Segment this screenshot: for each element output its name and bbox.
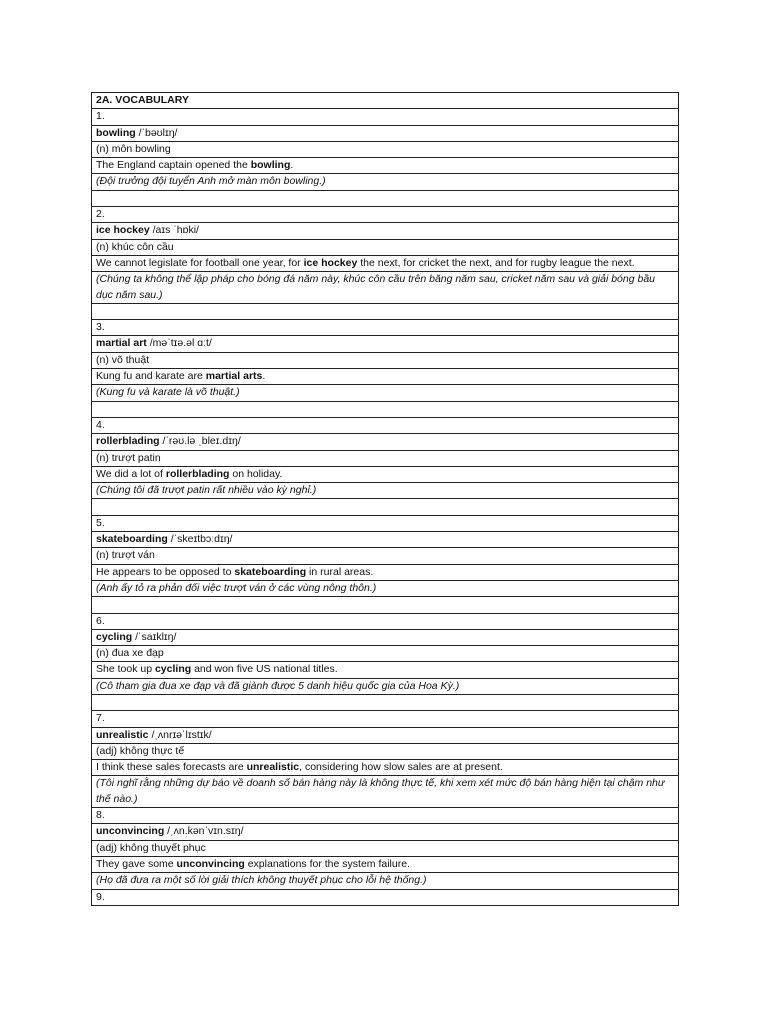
empty-cell: [92, 597, 679, 613]
pronunciation: /ˈskeɪtbɔːdɪŋ/: [167, 533, 233, 546]
entry-meaning: (n) võ thuật: [92, 352, 679, 368]
entry-translation: (Chúng tôi đã trượt patin rất nhiều vào kỳ nghỉ.): [92, 483, 679, 499]
empty-cell: [92, 499, 679, 515]
entry-number: 6.: [92, 613, 679, 629]
entry-example: [92, 760, 679, 776]
example-text: I think these sales forecasts are: [96, 761, 247, 774]
headword: cycling: [96, 630, 133, 643]
entry-example: [92, 369, 679, 385]
example-text: He appears to be opposed to: [96, 565, 235, 578]
entry-headword: [92, 727, 679, 743]
entry-number: 8.: [92, 808, 679, 824]
table-row: [92, 613, 679, 629]
table-row: [92, 694, 679, 710]
table-row: [92, 190, 679, 206]
table-row: [92, 255, 679, 271]
headword: bowling: [96, 126, 136, 139]
headword: unrealistic: [96, 728, 149, 741]
empty-cell: [92, 401, 679, 417]
example-keyword: cycling: [154, 663, 192, 676]
headword: ice hockey: [96, 224, 150, 237]
table-row: [92, 548, 679, 564]
table-row: [92, 629, 679, 645]
entry-translation: (Họ đã đưa ra một số lời giải thích không thuyết phục cho lỗi hệ thống.): [92, 873, 679, 889]
entry-number: 7.: [92, 711, 679, 727]
entry-number: 9.: [92, 889, 679, 905]
entry-example: [92, 856, 679, 872]
entry-translation: (Cô tham gia đua xe đạp và đã giành được 5 danh hiệu quốc gia của Hoa Kỳ.): [92, 678, 679, 694]
table-row: [92, 450, 679, 466]
table-row: [92, 466, 679, 482]
example-text: the next, for cricket the next, and for rugby league the next.: [357, 256, 635, 269]
example-text: .: [290, 159, 294, 172]
entry-meaning: (n) khúc côn cầu: [92, 239, 679, 255]
table-row: [92, 125, 679, 141]
table-row: [92, 141, 679, 157]
example-text: on holiday.: [229, 467, 283, 480]
table-row: [92, 272, 679, 304]
table-row: [92, 401, 679, 417]
example-keyword: ice hockey: [303, 256, 358, 269]
entry-headword: [92, 532, 679, 548]
table-row: [92, 369, 679, 385]
entry-meaning: (n) trượt patin: [92, 450, 679, 466]
example-text: and won five US national titles.: [191, 663, 338, 676]
pronunciation: /ˌʌnrɪəˈlɪstɪk/: [148, 728, 212, 741]
entry-example: [92, 158, 679, 174]
example-text: , considering how slow sales are at present.: [299, 761, 503, 774]
example-text: explanations for the system failure.: [244, 857, 410, 870]
example-text: The England captain opened the: [96, 159, 251, 172]
table-row: [92, 483, 679, 499]
table-row: [92, 808, 679, 824]
entry-translation: (Chúng ta không thể lập pháp cho bóng đá năm này, khúc côn cầu trên băng năm sau, cricket năm sau và giải bóng bầu dục năm sau.): [92, 272, 679, 304]
pronunciation: /məˈtɪə.əl ɑːt/: [146, 337, 212, 350]
empty-cell: [92, 303, 679, 319]
table-row: [92, 580, 679, 596]
example-keyword: unrealistic: [246, 761, 300, 774]
table-row: [92, 564, 679, 580]
table-row: [92, 646, 679, 662]
entry-number: 2.: [92, 207, 679, 223]
table-row: [92, 434, 679, 450]
headword: unconvincing: [96, 825, 165, 838]
example-keyword: bowling: [250, 159, 291, 172]
entry-example: [92, 564, 679, 580]
table-row: [92, 515, 679, 531]
entry-translation: (Tôi nghĩ rằng những dự báo về doanh số bán hàng này là không thực tế, khi xem xét mức độ bán hàng hiện tại chậm như thế nào.): [92, 776, 679, 808]
example-keyword: skateboarding: [234, 565, 307, 578]
table-row: [92, 711, 679, 727]
example-text: Kung fu and karate are: [96, 370, 206, 383]
headword: rollerblading: [96, 435, 160, 448]
empty-cell: [92, 190, 679, 206]
example-text: We cannot legislate for football one year, for: [96, 256, 304, 269]
pronunciation: /ˈsaɪklɪŋ/: [132, 630, 177, 643]
example-text: in rural areas.: [306, 565, 374, 578]
entry-number: 3.: [92, 320, 679, 336]
table-row: [92, 207, 679, 223]
headword: skateboarding: [96, 533, 168, 546]
table-row: [92, 499, 679, 515]
table-row: [92, 417, 679, 433]
entry-headword: [92, 434, 679, 450]
table-row: [92, 320, 679, 336]
example-text: She took up: [96, 663, 155, 676]
table-row: [92, 174, 679, 190]
table-row: [92, 760, 679, 776]
vocabulary-table: [91, 92, 679, 906]
pronunciation: /aɪs ˈhɒki/: [149, 224, 199, 237]
entry-headword: [92, 223, 679, 239]
table-row: [92, 223, 679, 239]
example-keyword: martial arts: [205, 370, 263, 383]
entry-example: [92, 662, 679, 678]
example-text: We did a lot of: [96, 467, 166, 480]
entry-number: 4.: [92, 417, 679, 433]
example-text: .: [262, 370, 266, 383]
table-row: [92, 532, 679, 548]
table-row: [92, 109, 679, 125]
table-row: [92, 158, 679, 174]
table-row: [92, 93, 679, 109]
entry-headword: [92, 125, 679, 141]
entry-example: [92, 255, 679, 271]
entry-translation: (Kung fu và karate là võ thuật.): [92, 385, 679, 401]
table-row: [92, 889, 679, 905]
entry-translation: (Anh ấy tỏ ra phản đối việc trượt ván ở các vùng nông thôn.): [92, 580, 679, 596]
entry-number: 5.: [92, 515, 679, 531]
entry-headword: [92, 824, 679, 840]
empty-cell: [92, 694, 679, 710]
entry-example: [92, 466, 679, 482]
example-keyword: unconvincing: [176, 857, 245, 870]
entry-meaning: (n) môn bowling: [92, 141, 679, 157]
entry-meaning: (adj) không thực tế: [92, 743, 679, 759]
table-row: [92, 856, 679, 872]
table-row: [92, 385, 679, 401]
table-row: [92, 743, 679, 759]
table-row: [92, 336, 679, 352]
pronunciation: /ˌʌn.kənˈvɪn.sɪŋ/: [164, 825, 244, 838]
entry-number: 1.: [92, 109, 679, 125]
table-row: [92, 824, 679, 840]
table-row: [92, 303, 679, 319]
table-row: [92, 678, 679, 694]
entry-meaning: (n) đua xe đạp: [92, 646, 679, 662]
example-keyword: rollerblading: [165, 467, 230, 480]
entry-meaning: (adj) không thuyết phục: [92, 840, 679, 856]
table-row: [92, 840, 679, 856]
entry-translation: (Đội trưởng đội tuyển Anh mở màn môn bowling.): [92, 174, 679, 190]
example-text: They gave some: [96, 857, 177, 870]
table-row: [92, 597, 679, 613]
headword: martial art: [96, 337, 147, 350]
pronunciation: /ˈrəʊ.lə ˌbleɪ.dɪŋ/: [159, 435, 241, 448]
table-row: [92, 352, 679, 368]
pronunciation: /ˈbəʊlɪŋ/: [135, 126, 178, 139]
table-row: [92, 776, 679, 808]
table-row: [92, 873, 679, 889]
table-row: [92, 662, 679, 678]
section-title: 2A. VOCABULARY: [92, 93, 679, 109]
entry-meaning: (n) trượt ván: [92, 548, 679, 564]
entry-headword: [92, 336, 679, 352]
table-row: [92, 727, 679, 743]
entry-headword: [92, 629, 679, 645]
table-row: [92, 239, 679, 255]
